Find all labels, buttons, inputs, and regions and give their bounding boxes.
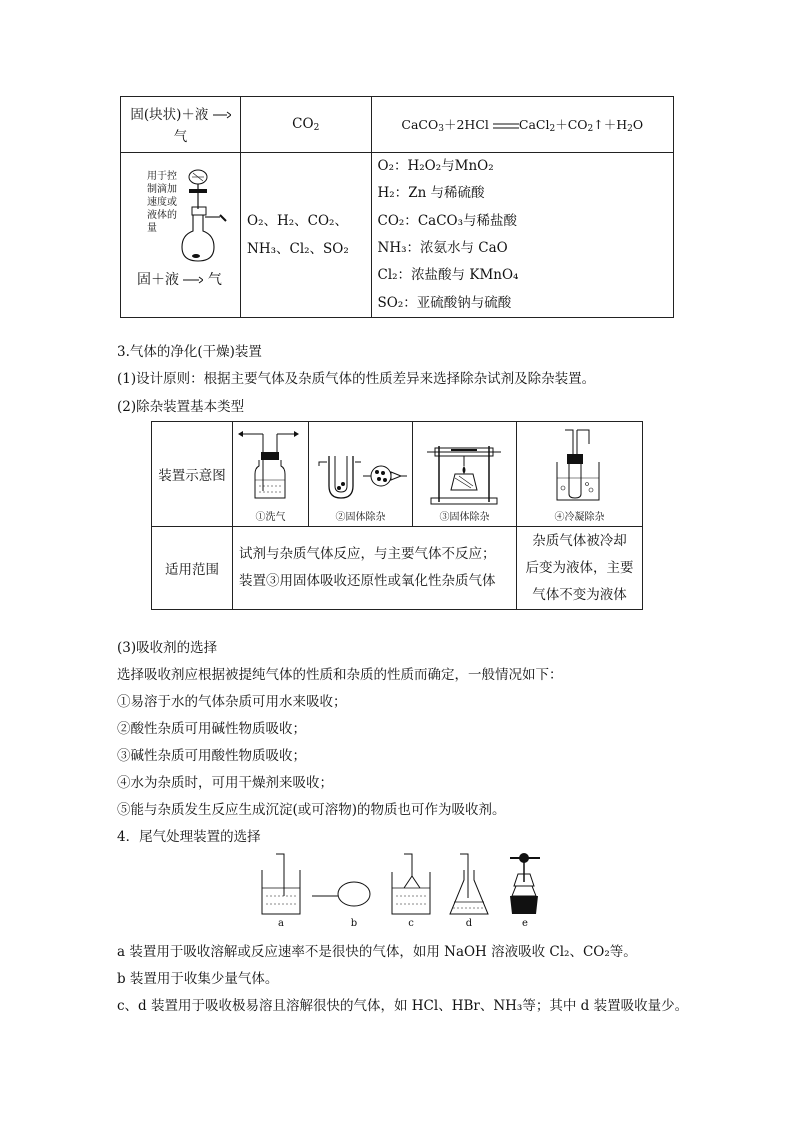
note-line: 用于控: [147, 171, 177, 182]
figure-label: d: [465, 918, 473, 929]
figure-label: ④冷凝除杂: [554, 511, 605, 523]
gas-generation-table: [120, 96, 674, 318]
reagent-gas: SO₂：: [377, 294, 417, 311]
paragraph: (1)设计原则：根据主要气体及杂质气体的性质差异来选择除杂试剂及除杂装置。: [117, 371, 596, 387]
reagent-text: 浓盐酸与 KMnO₄: [411, 267, 519, 284]
scope-line: 气体不变为液体: [532, 586, 627, 603]
eq-part: ＋CO: [555, 117, 588, 132]
eq-part: O: [632, 117, 644, 132]
gas-sub: 2: [313, 123, 320, 133]
beaker-with-funnel-icon: [386, 852, 436, 918]
gas-cell: [241, 97, 372, 153]
figure-cell-condense: [517, 422, 643, 527]
device-type-text: 固(块状)＋液: [130, 106, 209, 123]
figure-label: ②固体除杂: [335, 511, 386, 523]
header-cell: 装置示意图: [152, 422, 233, 527]
note-line: 液体的: [147, 210, 177, 221]
list-item: ①易溶于水的气体杂质可用水来吸收；: [117, 694, 347, 710]
scope-line: 装置③用固体吸收还原性或氧化性杂质气体: [239, 573, 496, 589]
device-type-product: 气: [173, 128, 188, 145]
header-cell: 适用范围: [152, 527, 233, 610]
reagent-text: 浓氨水与 CaO: [420, 240, 508, 256]
reagent-line: [378, 208, 674, 235]
reagents-cell: [371, 153, 674, 318]
figure-cell-wash: [233, 422, 309, 527]
equals-sign-icon: [493, 122, 519, 130]
figure-label: ①洗气: [255, 511, 286, 523]
list-item: ③碱性杂质可用酸性物质吸收；: [117, 748, 306, 764]
reagent-text: Zn 与稀硫酸: [408, 185, 485, 202]
applicable-gases-cell: [241, 153, 372, 318]
figure-label: ③固体除杂: [439, 511, 490, 523]
list-item: ②酸性杂质可用碱性物质吸收；: [117, 721, 306, 737]
section-title: 4．尾气处理装置的选择: [117, 829, 261, 845]
note-line: 制滴加: [147, 184, 177, 195]
reagent-line: [378, 290, 674, 317]
scope-cell: [233, 527, 517, 610]
eq-sub: 2: [627, 124, 633, 134]
figure-label: b: [350, 918, 358, 929]
section-title: 3.气体的净化(干燥)装置: [117, 344, 262, 360]
eq-sub: 3: [438, 124, 444, 134]
reagent-gas: CO₂：: [377, 212, 418, 229]
reagent-gas: NH₃：: [377, 240, 420, 256]
paragraph: b 装置用于收集少量气体。: [117, 971, 279, 987]
gases-line: O₂、H₂、CO₂、: [247, 213, 348, 229]
eq-part: CaCl: [518, 117, 550, 132]
gases-line: NH₃、Cl₂、SO₂: [247, 241, 349, 257]
paragraph: 选择吸收剂应根据被提纯气体的性质和杂质的性质而确定，一般情况如下：: [117, 667, 563, 683]
equation: [401, 117, 643, 132]
tail-gas-devices-figure: [250, 852, 550, 932]
beaker-with-tube-icon: [256, 852, 306, 918]
device-figure-cell: [121, 153, 241, 318]
u-tube-and-drying-tube-icon: [309, 426, 412, 508]
list-item: ⑤能与杂质发生反应生成沉淀(或可溶物)的物质也可作为吸收剂。: [117, 802, 506, 818]
gas-washing-bottle-icon: [233, 426, 308, 508]
eq-sub: 2: [549, 124, 556, 134]
figure-cell-solid-1: [309, 422, 413, 527]
gas-bag-icon: [308, 852, 378, 918]
device-type-cell: [121, 97, 241, 153]
cold-trap-icon: [517, 426, 642, 508]
paragraph: a 装置用于吸收溶解或反应速率不是很快的气体，如用 NaOH 溶液吸收 Cl₂、CO₂等。: [117, 944, 637, 960]
purification-device-table: [151, 421, 643, 610]
list-item: ④水为杂质时，可用干燥剂来吸收；: [117, 775, 333, 791]
reagent-gas: Cl₂：: [377, 267, 412, 284]
reagent-line: [378, 262, 674, 289]
figure-label: c: [408, 918, 414, 929]
arrow-icon: [183, 276, 203, 284]
reagent-line: [378, 180, 674, 207]
reagent-text: 亚硫酸钠与硫酸: [416, 294, 512, 311]
arrow-icon: [213, 111, 231, 119]
reagent-line: [378, 153, 674, 180]
figure-label: e: [522, 918, 528, 929]
reagent-text: CaCO₃与稀盐酸: [417, 212, 517, 229]
figure-cell-solid-2: [413, 422, 517, 527]
figure-note: [147, 170, 177, 235]
device-caption: [137, 269, 222, 289]
section-title: (3)吸收剂的选择: [117, 640, 218, 656]
conical-flask-icon: [444, 852, 494, 918]
reagent-gas: O₂：: [377, 158, 408, 175]
note-line: 速度或: [147, 197, 177, 208]
reagent-line: [378, 235, 674, 262]
scope-line: 杂质气体被冷却: [532, 532, 627, 549]
equation-cell: [371, 97, 674, 153]
eq-part: ↑＋H: [593, 117, 628, 132]
gas-text: CO: [292, 116, 314, 132]
reagent-gas: H₂：: [377, 185, 409, 202]
scope-line: 后变为液体，主要: [525, 559, 634, 576]
reagent-text: H₂O₂与MnO₂: [407, 158, 494, 175]
caption-product: 气: [207, 272, 222, 288]
flask-with-dropping-funnel-icon: [176, 163, 236, 273]
eq-part: ＋2HCl: [443, 117, 489, 132]
figure-label: a: [278, 918, 284, 929]
eq-part: CaCO: [401, 117, 439, 132]
note-line: 量: [147, 223, 157, 234]
paragraph: (2)除杂装置基本类型: [117, 399, 245, 415]
paragraph: c、d 装置用于吸收极易溶且溶解很快的气体，如 HCl、HBr、NH₃等；其中 d 装置吸收量少。: [117, 998, 689, 1014]
scope-line: 试剂与杂质气体反应，与主要气体不反应；: [239, 546, 496, 562]
eq-sub: 2: [587, 124, 594, 134]
burner-icon: [500, 852, 550, 918]
heated-tube-with-stand-icon: [413, 426, 516, 508]
caption-text: 固＋液: [137, 272, 179, 288]
condensation-scope-cell: [517, 527, 643, 610]
